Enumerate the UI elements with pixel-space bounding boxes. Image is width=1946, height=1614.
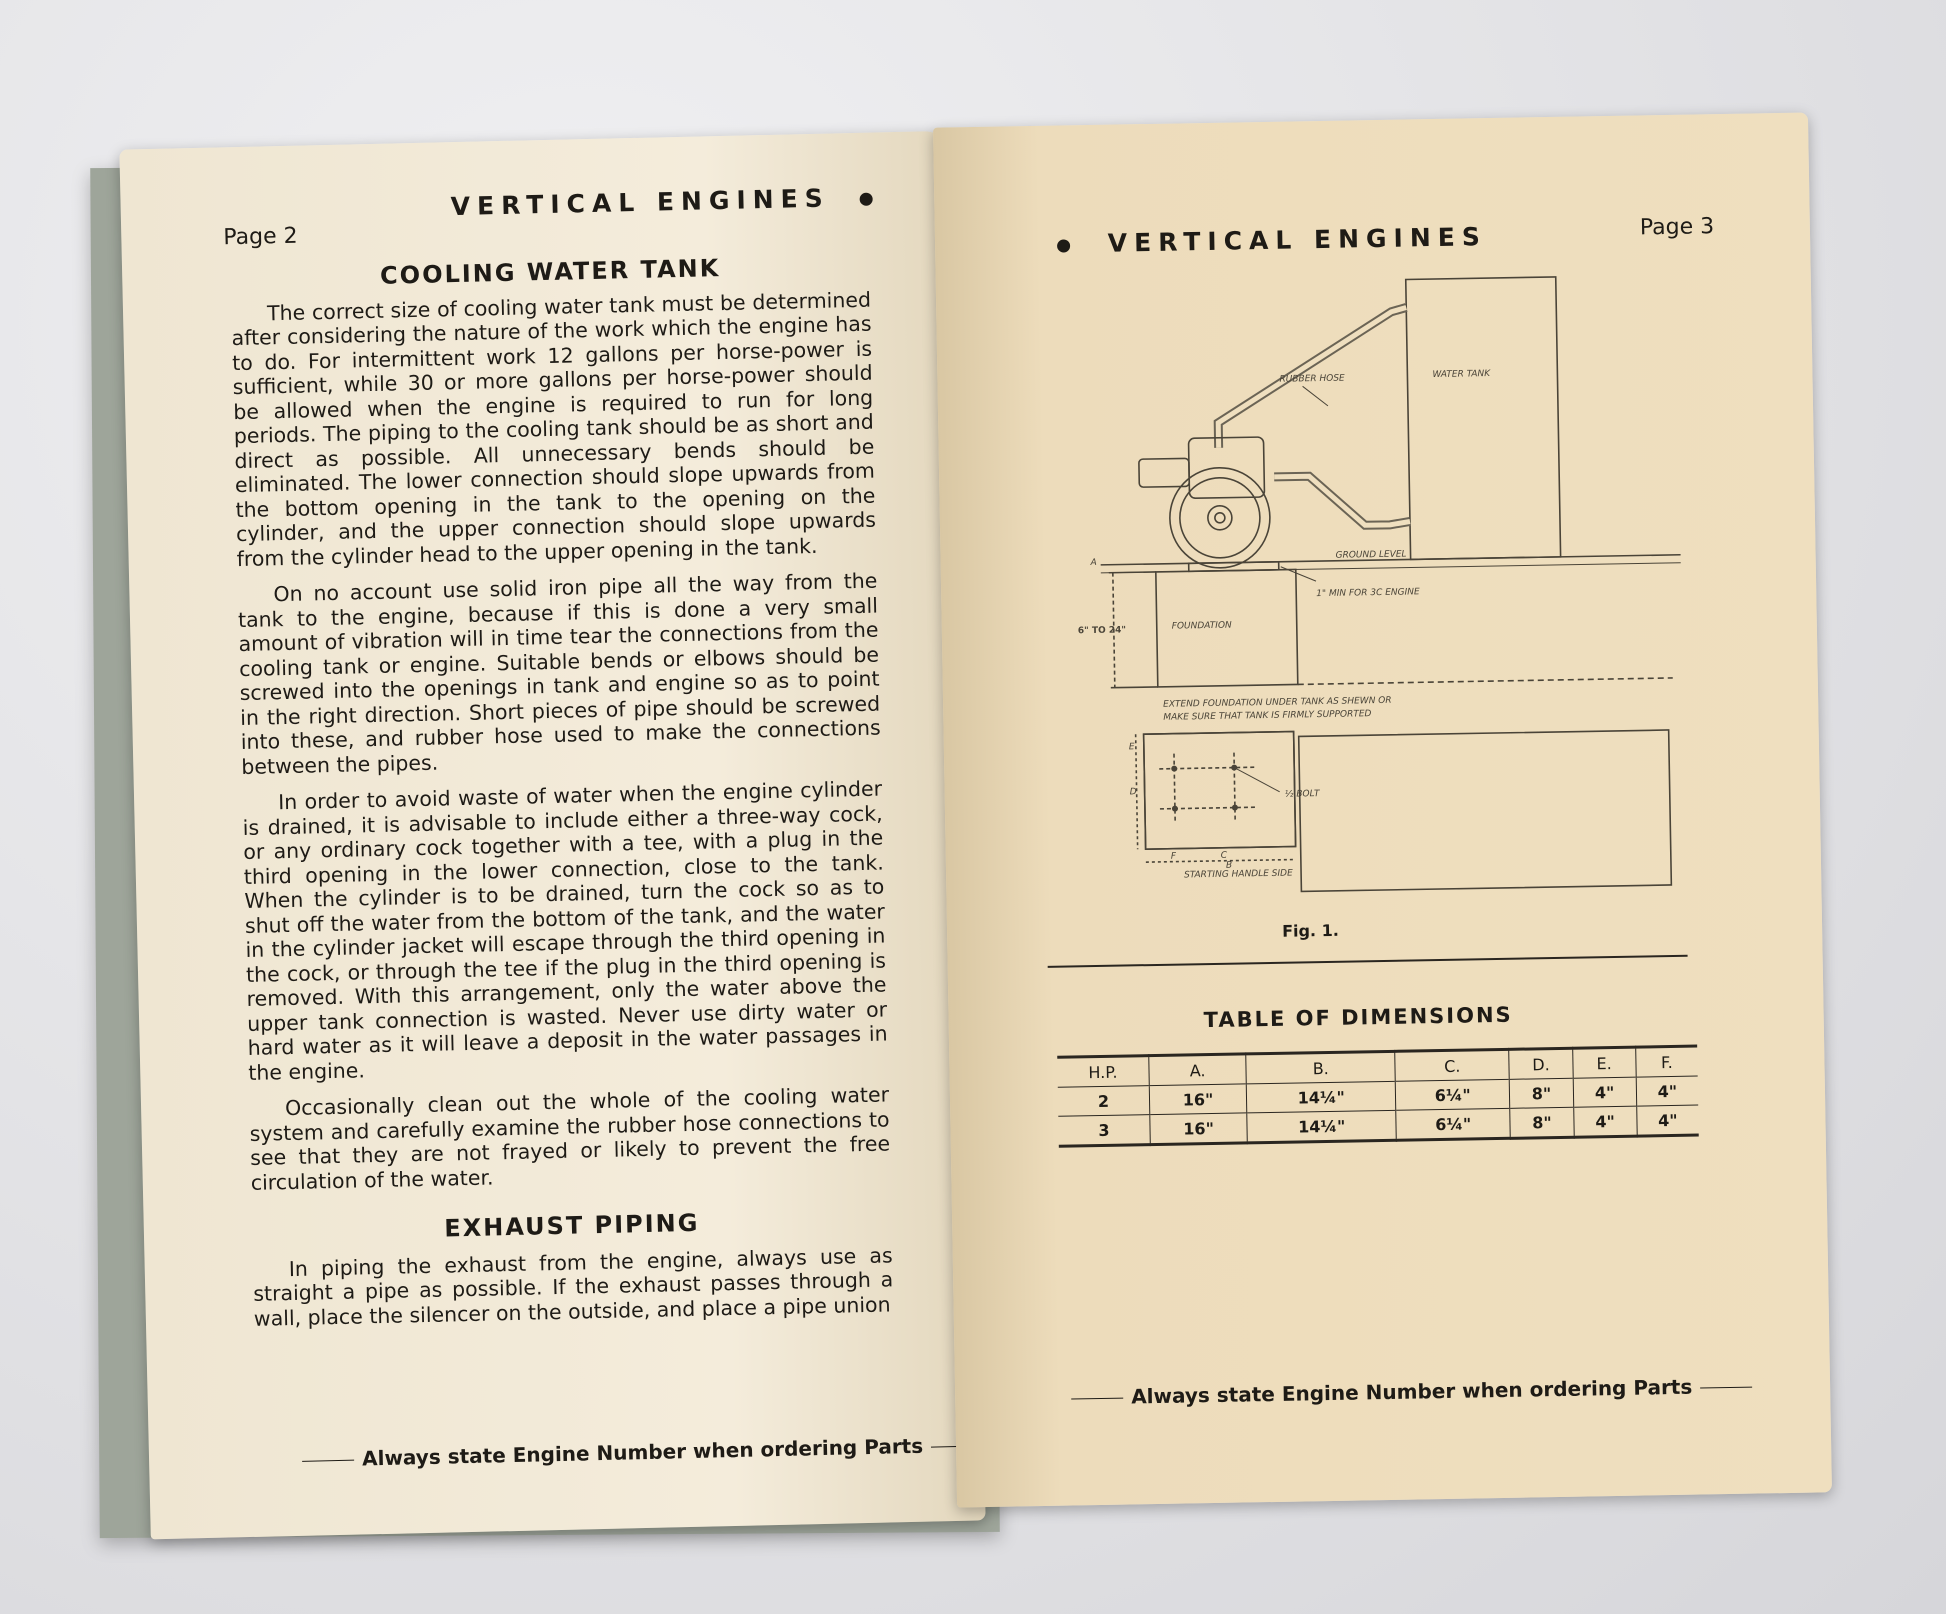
cooling-paragraph-4: Occasionally clean out the whole of the cooling water system and carefully examine the rubber hose connections to see that they are not frayed or likely to prevent the free circulation of the water. [249, 1082, 891, 1195]
cell-hp: 3 [1058, 1115, 1150, 1147]
label-rubber-hose: RUBBER HOSE [1279, 373, 1345, 385]
figure-caption: Fig. 1. [1281, 920, 1339, 941]
cooling-paragraph-3: In order to avoid waste of water when the engine cylinder is drained, it is advisable to include either a three-way cock, or any ordinary cock together with a tee, with a plug in the third opening in the lower connection, close to the tank. When the cylinder is to be drained, turn the cock so as to shut off the water from the bottom of the tank, and the water in the cylinder jacket will escape through the third opening in the cock, or through the tee if the plug in the third opening is removed. With this arrangement, only the water above the upper tank connection is wasted. Never use dirty water or hard water as it will leave a deposit in the water passages in the engine. [242, 776, 888, 1085]
cell-e: 4" [1573, 1106, 1637, 1137]
col-a: A. [1149, 1054, 1247, 1086]
dimensions-table [1057, 1045, 1699, 1148]
label-dim-c: C [1220, 850, 1228, 861]
section-divider [1048, 955, 1688, 968]
lower-pipe [1274, 474, 1410, 526]
right-page [933, 112, 1832, 1507]
cooling-paragraph-2: On no account use solid iron pipe all the way from the tank to the engine, because if this is done a very small amount of vibration will in time tear the connections from the cooling tank or engine. Suitable bends or elbows should be screwed into the openings in tank and engine so as to point in the right direction. Short pieces of pipe should be screwed into these, and rubber hose used to make the connections between the pipes. [237, 568, 881, 779]
bullet-dot-icon [859, 192, 872, 205]
label-dim-a: A [1090, 557, 1097, 569]
cell-d: 8" [1510, 1107, 1574, 1138]
label-dim-d: D [1129, 787, 1137, 798]
col-d: D. [1509, 1048, 1573, 1079]
cell-a: 16" [1150, 1113, 1248, 1145]
label-dim-f: F [1170, 851, 1177, 862]
col-hp: H.P. [1057, 1056, 1149, 1088]
label-starting-side: STARTING HANDLE SIDE [1184, 868, 1293, 881]
label-foundation: FOUNDATION [1171, 620, 1232, 632]
running-header [450, 183, 872, 222]
left-page [119, 131, 985, 1540]
label-water-tank: WATER TANK [1432, 369, 1491, 381]
col-b: B. [1246, 1051, 1395, 1084]
label-depth: 6" TO 24" [1077, 625, 1127, 637]
cell-b: 14¼" [1247, 1081, 1396, 1113]
engine-flywheel [1169, 467, 1271, 569]
footer-text: Always state Engine Number when ordering Parts [1130, 1374, 1693, 1409]
label-bolt: ½ BOLT [1284, 789, 1320, 800]
cell-f: 4" [1636, 1076, 1698, 1106]
cell-e: 4" [1573, 1077, 1637, 1107]
exhaust-paragraph-1: In piping the exhaust from the engine, always use as straight a pipe as possible. If the exhaust passes through a wall, place the silencer on the outside, and place a pipe union [253, 1242, 894, 1331]
col-c: C. [1395, 1049, 1510, 1081]
footer-text: Always state Engine Number when ordering Parts [361, 1433, 924, 1471]
label-extend-note-1: EXTEND FOUNDATION UNDER TANK AS SHEWN OR [1163, 695, 1392, 710]
cell-b: 14¼" [1247, 1110, 1396, 1143]
page-footer [294, 1432, 992, 1472]
page-number: Page 3 [1639, 214, 1715, 241]
header-title: VERTICAL ENGINES [1107, 222, 1488, 258]
col-e: E. [1572, 1047, 1636, 1078]
footer-rule-left [1071, 1398, 1123, 1400]
header-title: VERTICAL ENGINES [450, 183, 831, 222]
water-tank-outline [1406, 277, 1561, 560]
cooling-section [230, 253, 894, 1343]
table-title: TABLE OF DIMENSIONS [1203, 1002, 1513, 1033]
cell-f: 4" [1637, 1105, 1699, 1136]
cell-a: 16" [1149, 1084, 1247, 1115]
label-ground-level: GROUND LEVEL [1335, 549, 1407, 561]
col-f: F. [1635, 1046, 1697, 1077]
label-min-engine: 1" MIN FOR 3C ENGINE [1316, 587, 1420, 600]
label-dim-e: E [1128, 742, 1135, 753]
cell-hp: 2 [1058, 1086, 1150, 1117]
cooling-heading: COOLING WATER TANK [379, 254, 721, 290]
installation-diagram [1065, 255, 1696, 906]
label-dim-b: B [1225, 860, 1233, 871]
page-number: Page 2 [223, 223, 298, 251]
page-footer [1063, 1373, 1760, 1409]
footer-rule-left [302, 1460, 354, 1462]
cell-c: 6¼" [1395, 1079, 1510, 1110]
plan-foundation [1144, 732, 1296, 850]
footer-rule-right [1700, 1387, 1752, 1389]
cell-d: 8" [1510, 1078, 1574, 1108]
cooling-paragraph-1: The correct size of cooling water tank must be determined after considering the nature of the work which the engine has to do. For intermittent work 12 gallons per horse-power is sufficient, while 30 or more gallons per horse-power should be allowed when the engine is required to run for long periods. The piping to the cooling tank should be as short and direct as possible. All unnecessary bends should be eliminated. The lower connection should slope upwards from the bottom opening in the tank to the opening on the cylinder, and the upper connection should slope upwards from the cylinder head to the upper opening in the tank. [231, 287, 877, 571]
cell-c: 6¼" [1396, 1108, 1511, 1140]
bullet-dot-icon [1057, 239, 1070, 252]
label-extend-note-2: MAKE SURE THAT TANK IS FIRMLY SUPPORTED [1163, 709, 1372, 723]
exhaust-heading: EXHAUST PIPING [444, 1208, 700, 1243]
running-header [1057, 222, 1487, 258]
plan-tank-area [1299, 730, 1672, 891]
